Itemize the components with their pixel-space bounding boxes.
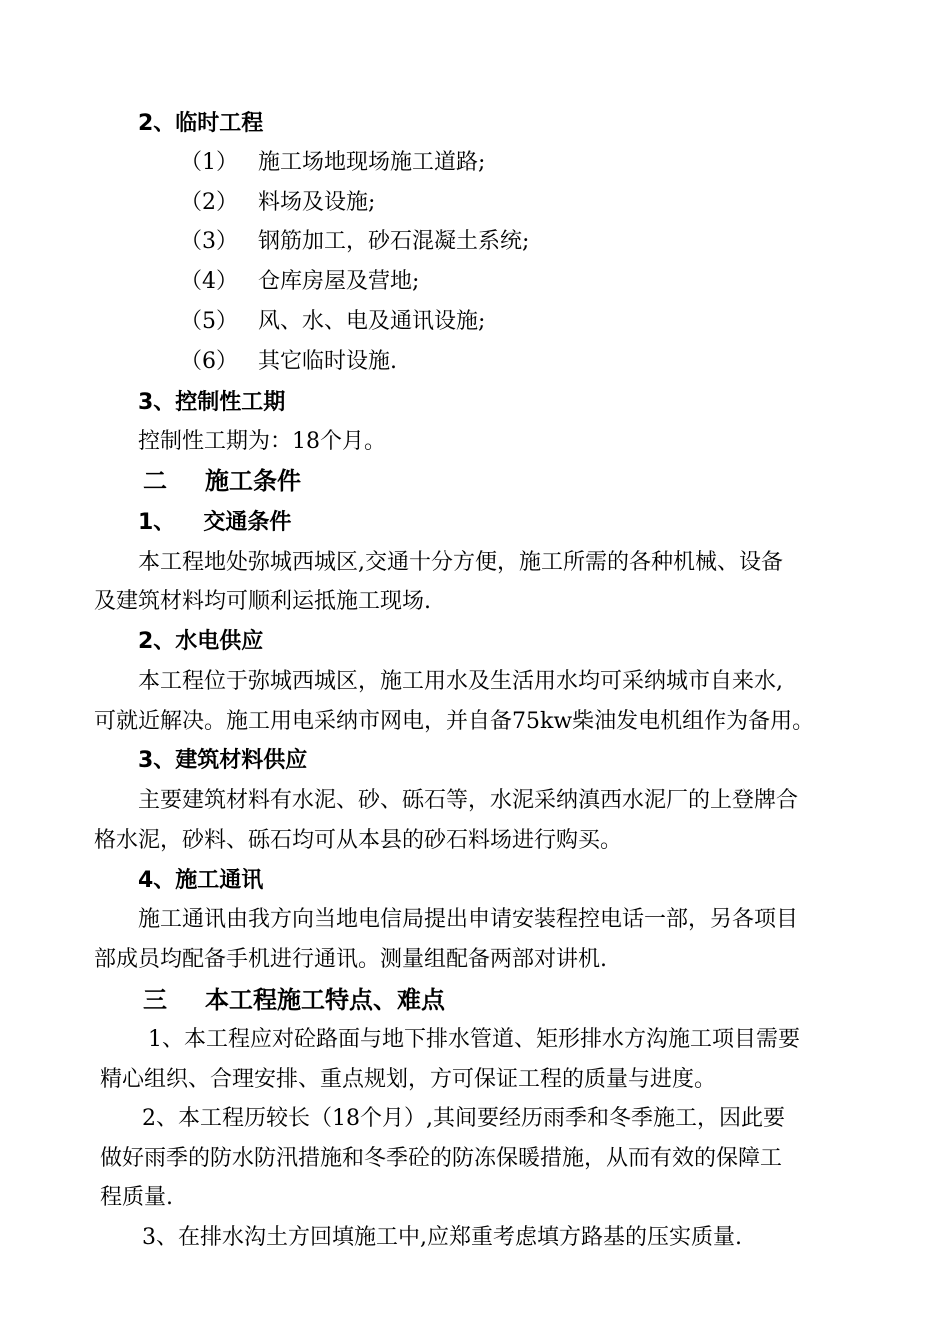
list-item (180, 188, 375, 218)
list-item-text: 其它临时设施. (258, 349, 397, 374)
paragraph-line: 做好雨季的防水防汛措施和冬季砼的防冻保暖措施，从而有效的保障工 (100, 1146, 783, 1171)
list-item-text: 施工场地现场施工道路; (258, 150, 486, 175)
paragraph-line: 程质量. (100, 1185, 173, 1210)
subsection-heading-materials: 3、建筑材料供应 (138, 748, 308, 773)
list-item-text: 仓库房屋及营地; (258, 269, 420, 294)
paragraph-line: 施工通讯由我方向当地电信局提出申请安装程控电话一部，另各项目 (138, 907, 799, 932)
paragraph-line: 1、本工程应对砼路面与地下排水管道、矩形排水方沟施工项目需要 (148, 1027, 800, 1052)
section-heading-control-period: 3、控制性工期 (138, 390, 286, 415)
subsection-number: 1、 (138, 510, 176, 535)
chapter-number: 三 (143, 986, 167, 1014)
list-item-text: 料场及设施; (258, 190, 376, 215)
list-item-number: （6） (180, 349, 238, 374)
list-item-number: （4） (180, 269, 238, 294)
paragraph-line: 本工程位于弥城西城区，施工用水及生活用水均可采纳城市自来水, (138, 669, 783, 694)
chapter-title: 施工条件 (205, 467, 301, 495)
paragraph-line: 可就近解决。施工用电采纳市网电，并自备75kw柴油发电机组作为备用。 (94, 709, 815, 734)
paragraph-line: 主要建筑材料有水泥、砂、砾石等，水泥采纳滇西水泥厂的上登牌合 (138, 788, 799, 813)
list-item-text: 风、水、电及通讯设施; (258, 309, 486, 334)
list-item-number: （2） (180, 190, 238, 215)
list-item-text: 钢筋加工，砂石混凝土系统; (258, 229, 530, 254)
paragraph-line: 格水泥，砂料、砾石均可从本县的砂石料场进行购买。 (94, 828, 623, 853)
paragraph-line: 精心组织、合理安排、重点规划，方可保证工程的质量与进度。 (100, 1067, 717, 1092)
subsection-heading-communication: 4、施工通讯 (138, 868, 264, 893)
list-item-number: （3） (180, 229, 238, 254)
paragraph-line: 控制性工期为：18个月。 (138, 429, 386, 454)
section-heading-temporary-works: 2、临时工程 (138, 111, 264, 136)
chapter-heading-features-difficulties (143, 985, 445, 1015)
subsection-heading-traffic (138, 508, 291, 538)
paragraph-line: 本工程地处弥城西城区,交通十分方便，施工所需的各种机械、设备 (138, 550, 783, 575)
subsection-heading-water-power: 2、水电供应 (138, 629, 264, 654)
list-item (180, 307, 485, 337)
list-item (180, 267, 419, 297)
paragraph-line: 3、在排水沟土方回填施工中,应郑重考虑填方路基的压实质量. (142, 1225, 742, 1250)
list-item-number: （1） (180, 150, 238, 175)
paragraph-line: 2、本工程历较长（18个月）,其间要经历雨季和冬季施工，因此要 (142, 1106, 785, 1131)
list-item-number: （5） (180, 309, 238, 334)
list-item (180, 227, 529, 257)
chapter-heading-construction-conditions (143, 466, 301, 496)
paragraph-line: 及建筑材料均可顺利运抵施工现场. (94, 589, 431, 614)
chapter-title: 本工程施工特点、难点 (205, 986, 445, 1014)
paragraph-line: 部成员均配备手机进行通讯。测量组配备两部对讲机. (94, 947, 607, 972)
list-item (180, 347, 397, 377)
list-item (180, 148, 485, 178)
subsection-title: 交通条件 (203, 510, 292, 535)
chapter-number: 二 (143, 467, 167, 495)
